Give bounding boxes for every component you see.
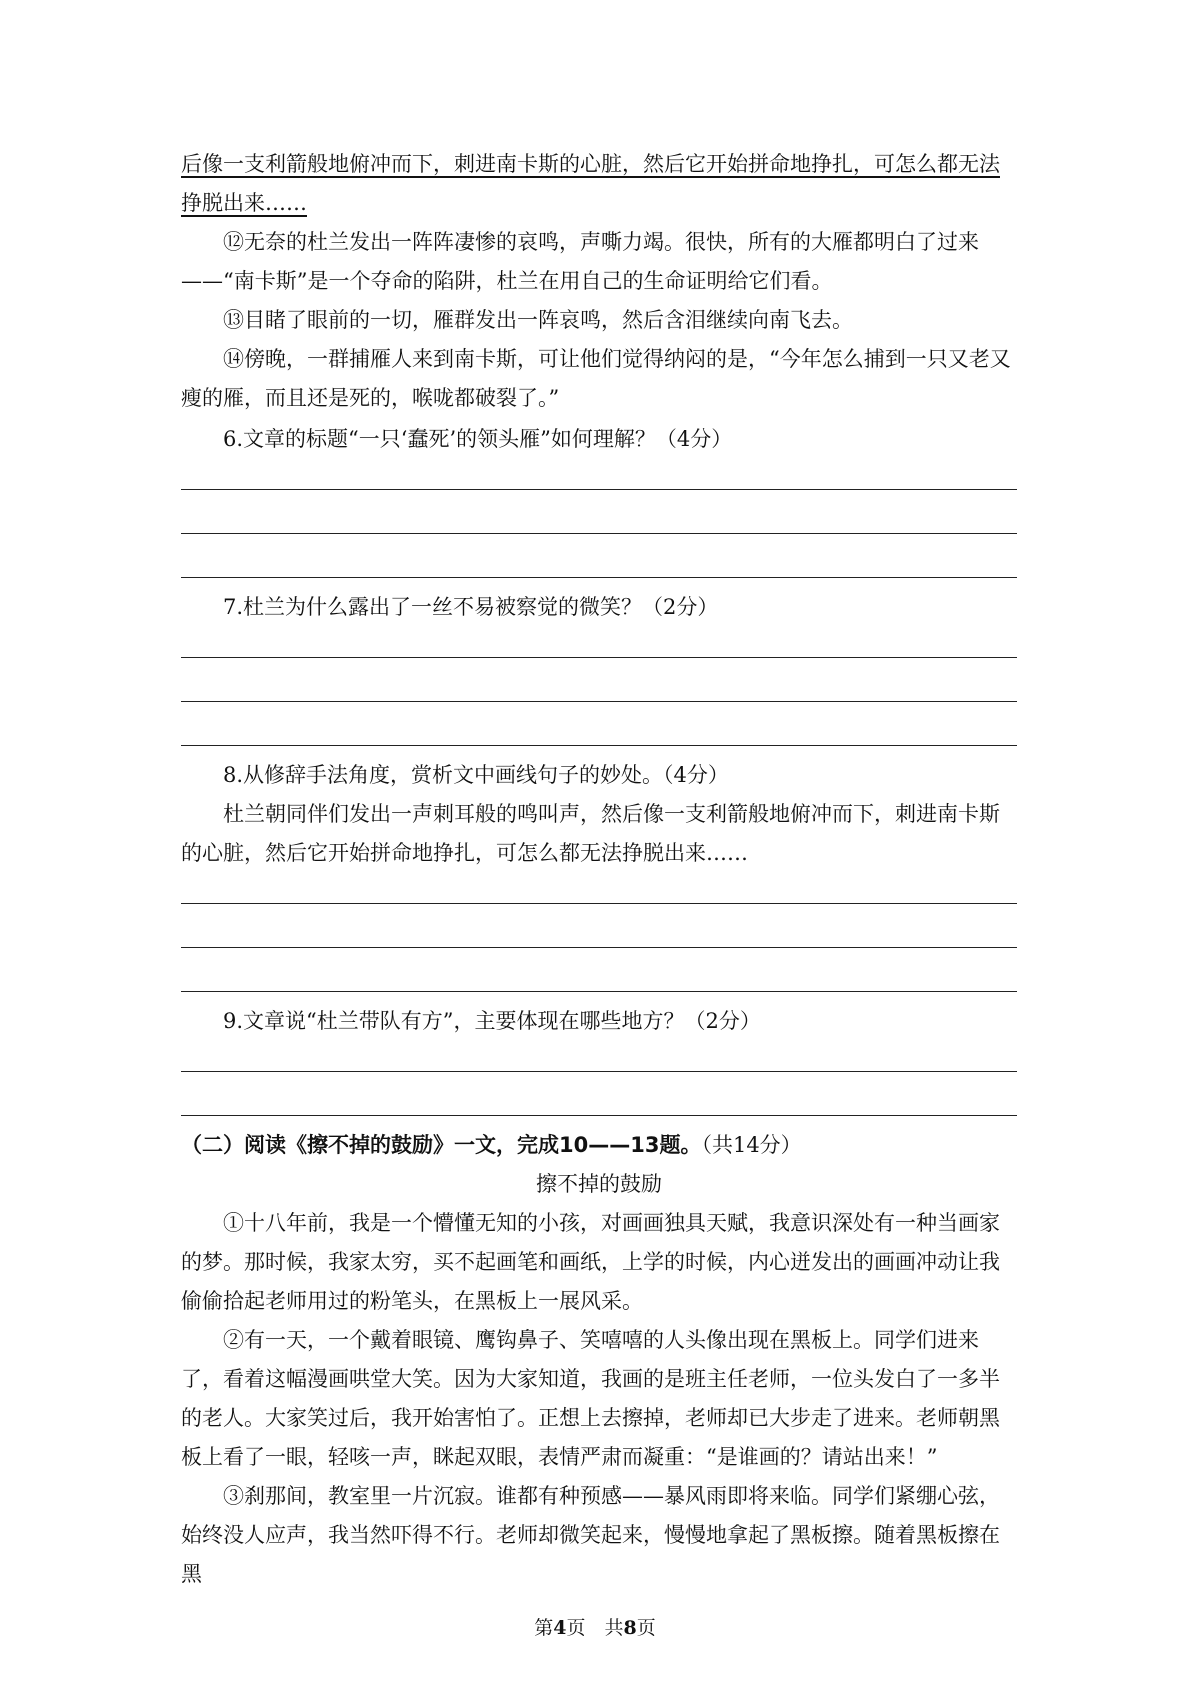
passage-2-paragraph-2: ②有一天，一个戴着眼镜、鹰钩鼻子、笑嘻嘻的人头像出现在黑板上。同学们进来了，看着这幅漫画哄堂大笑。因为大家知道，我画的是班主任老师，一位头发白了一多半的老人。大家笑过后，我开始害怕了。正想上去擦掉，老师却已大步走了进来。老师朝黑板上看了一眼，轻咳一声，眯起双眼，表情严肃而凝重：“是谁画的？请站出来！” — [181, 1328, 1000, 1469]
section-2-points: （共14分） — [701, 1133, 802, 1157]
answer-line — [181, 459, 1017, 490]
section-2-heading-text: （二）阅读《擦不掉的鼓励》一文，完成10——13题。 — [181, 1133, 702, 1157]
answer-line — [181, 702, 1017, 746]
footer-suffix: 页 — [636, 1617, 656, 1639]
footer-total-pages: 8 — [623, 1617, 637, 1639]
answer-line — [181, 948, 1017, 992]
answer-line — [181, 627, 1017, 658]
footer-mid: 页 共 — [566, 1617, 624, 1639]
answer-line — [181, 658, 1017, 702]
passage-2-title: 擦不掉的鼓励 — [536, 1172, 662, 1196]
answer-line — [181, 873, 1017, 904]
answer-line — [181, 534, 1017, 578]
passage-2-paragraph-1: ①十八年前，我是一个懵懂无知的小孩，对画画独具天赋，我意识深处有一种当画家的梦。那时候，我家太穷，买不起画笔和画纸，上学的时候，内心迸发出的画画冲动让我偷偷拾起老师用过的粉笔头，在黑板上一展风采。 — [181, 1211, 1000, 1313]
question-7: 7.杜兰为什么露出了一丝不易被察觉的微笑？（2分） — [223, 595, 719, 619]
footer-prefix: 第 — [534, 1617, 554, 1639]
answer-line — [181, 904, 1017, 948]
paragraph-12: ⑫无奈的杜兰发出一阵阵凄惨的哀鸣，声嘶力竭。很快，所有的大雁都明白了过来——“南卡斯”是一个夺命的陷阱，杜兰在用自己的生命证明给它们看。 — [181, 230, 979, 293]
question-6: 6.文章的标题“一只‘蠢死’的领头雁”如何理解？（4分） — [223, 427, 733, 451]
paragraph-14: ⑭傍晚，一群捕雁人来到南卡斯，可让他们觉得纳闷的是，“今年怎么捕到一只又老又瘦的雁，而且还是死的，喉咙都破裂了。” — [181, 347, 1011, 410]
question-8: 8.从修辞手法角度，赏析文中画线句子的妙处。（4分） — [223, 763, 729, 787]
answer-line — [181, 1072, 1017, 1116]
answer-line — [181, 490, 1017, 534]
question-9: 9.文章说“杜兰带队有方”，主要体现在哪些地方？（2分） — [223, 1009, 761, 1033]
page-footer — [0, 1613, 1190, 1640]
footer-page-number: 4 — [553, 1617, 567, 1639]
underlined-sentence-continuation: 后像一支利箭般地俯冲而下，刺进南卡斯的心脏，然后它开始拼命地挣扎，可怎么都无法挣脱出来…… — [181, 152, 1000, 215]
answer-area-q7[interactable] — [181, 627, 1017, 746]
passage-2-paragraph-3: ③刹那间，教室里一片沉寂。谁都有种预感——暴风雨即将来临。同学们紧绷心弦，始终没人应声，我当然吓得不行。老师却微笑起来，慢慢地拿起了黑板擦。随着黑板擦在黑 — [181, 1484, 1000, 1586]
exam-page — [181, 145, 1017, 1594]
answer-area-q6[interactable] — [181, 459, 1017, 578]
answer-area-q9[interactable] — [181, 1041, 1017, 1116]
section-2-heading — [181, 1126, 1017, 1165]
question-8-quote: 杜兰朝同伴们发出一声刺耳般的鸣叫声，然后像一支利箭般地俯冲而下，刺进南卡斯的心脏，然后它开始拼命地挣扎，可怎么都无法挣脱出来…… — [181, 802, 1000, 865]
answer-area-q8[interactable] — [181, 873, 1017, 992]
paragraph-13: ⑬目睹了眼前的一切，雁群发出一阵哀鸣，然后含泪继续向南飞去。 — [223, 308, 853, 332]
answer-line — [181, 1041, 1017, 1072]
